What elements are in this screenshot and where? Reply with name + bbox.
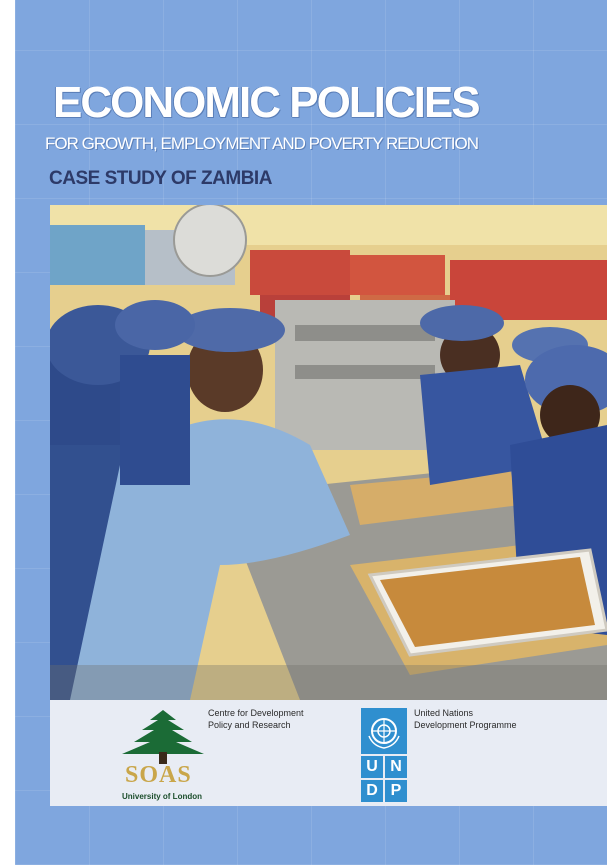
- photo-illustration: [50, 205, 607, 700]
- undp-line-1: United Nations: [414, 708, 474, 718]
- undp-logo: [361, 708, 407, 802]
- cover-subtitle: FOR GROWTH, EMPLOYMENT AND POVERTY REDUCTION: [45, 134, 478, 153]
- logo-band: [50, 700, 607, 806]
- case-study-heading: CASE STUDY OF ZAMBIA: [49, 168, 272, 189]
- un-emblem-icon: [361, 708, 407, 754]
- cdpr-line-1: Centre for Development: [208, 708, 304, 718]
- cover-title: ECONOMIC POLICIES: [53, 78, 479, 127]
- undp-letter-p: P: [385, 780, 407, 802]
- undp-line-2: Development Programme: [414, 720, 517, 730]
- undp-letter-n: N: [385, 756, 407, 778]
- undp-letter-d: D: [361, 780, 383, 802]
- undp-letter-u: U: [361, 756, 383, 778]
- soas-wordmark: SOAS: [125, 762, 192, 788]
- cdpr-name: [208, 707, 348, 731]
- cover: [15, 0, 607, 865]
- undp-name: [414, 707, 564, 731]
- factory-workers-photo: [50, 205, 607, 700]
- fan: [174, 205, 246, 276]
- soas-tree-icon: [120, 708, 206, 764]
- soas-university: University of London: [122, 792, 202, 801]
- cdpr-line-2: Policy and Research: [208, 720, 291, 730]
- undp-letters: [361, 756, 407, 802]
